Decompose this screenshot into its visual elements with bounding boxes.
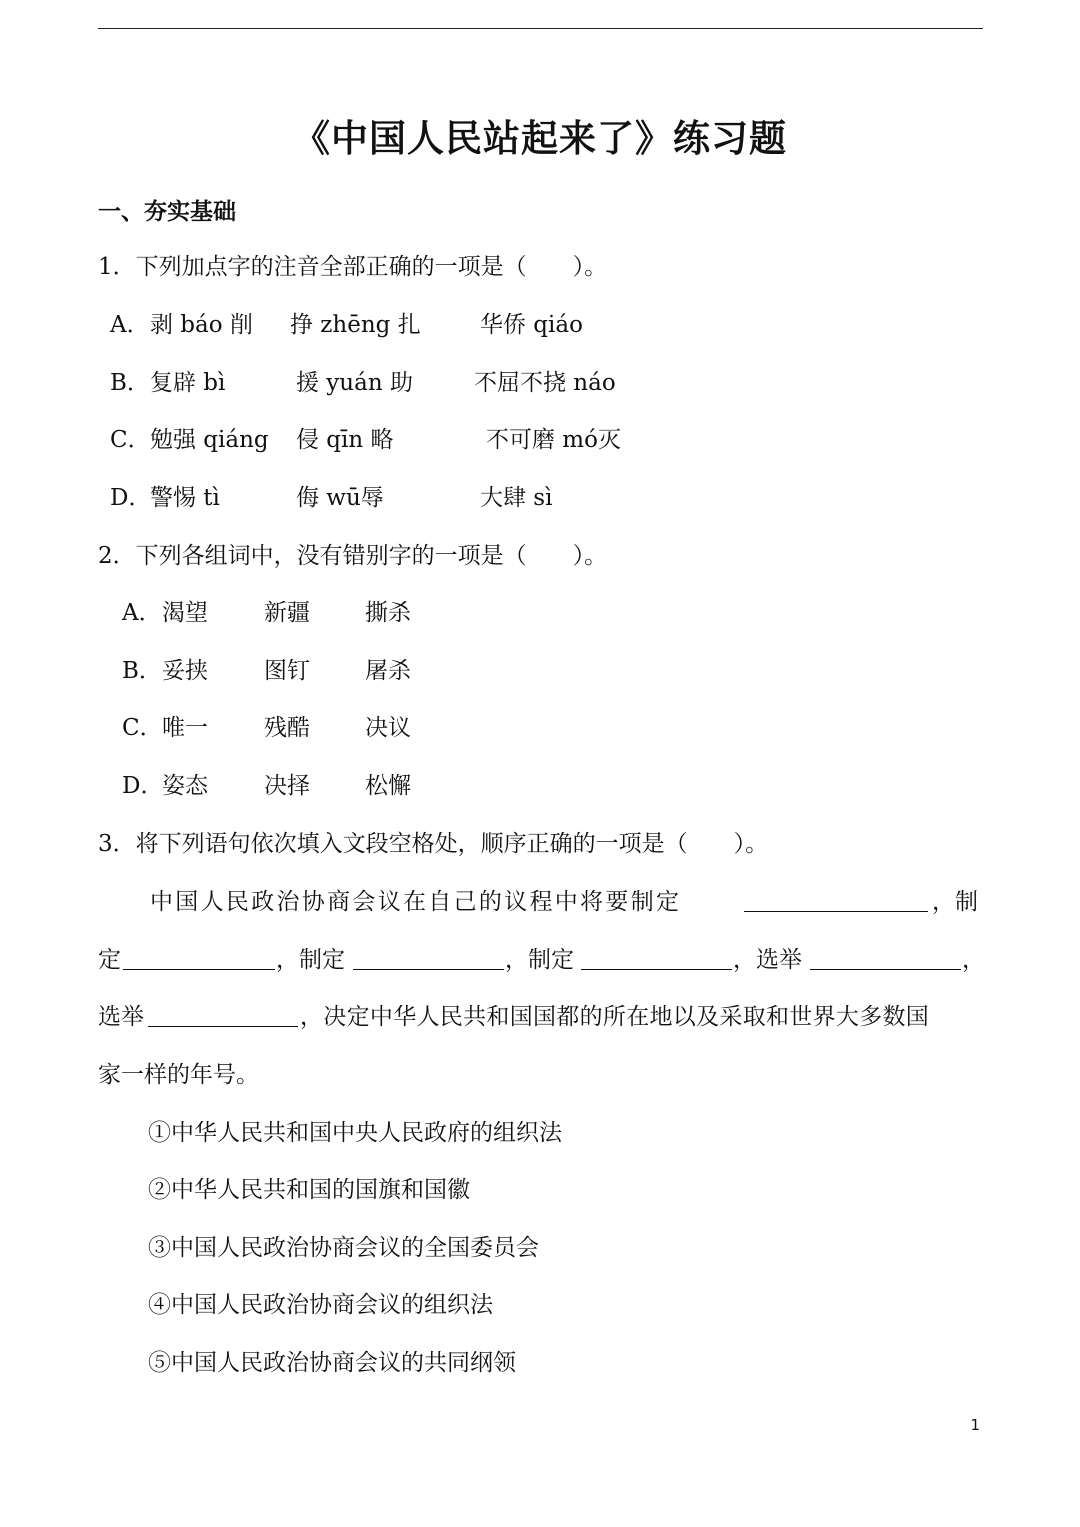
option-label: C． — [122, 715, 163, 741]
option-item: 决议 — [365, 715, 411, 741]
option-label: A． — [110, 312, 150, 338]
passage-text: ，选举 — [733, 947, 802, 973]
option-item: 图钉 — [264, 658, 310, 684]
choice-item-1: ①中华人民共和国中央人民政府的组织法 — [148, 1120, 562, 1146]
option-item: 侮 wū辱 — [296, 485, 384, 511]
passage-line-1-text: 中国人民政治协商会议在自己的议程中将要制定 — [150, 889, 682, 915]
option-item: 剥 báo 削 — [150, 312, 253, 338]
option-item: 残酷 — [264, 715, 310, 741]
option-item: 屠杀 — [365, 658, 411, 684]
option-item: 勉强 qiáng — [150, 427, 269, 453]
passage-text: ，制定 — [505, 947, 574, 973]
option-label: B． — [110, 370, 150, 396]
option-item: 大肆 sì — [480, 485, 553, 511]
document-title: 《中国人民站起来了》练习题 — [293, 117, 787, 160]
blank-3[interactable] — [353, 945, 504, 970]
choice-item-2: ②中华人民共和国的国旗和国徽 — [148, 1177, 470, 1203]
option-item: 松懈 — [365, 773, 411, 799]
option-item: 复辟 bì — [150, 370, 226, 396]
choice-item-3: ③中国人民政治协商会议的全国委员会 — [148, 1235, 539, 1261]
question-2-stem: 2．下列各组词中，没有错别字的一项是（ ）。 — [98, 543, 608, 569]
option-item: 姿态 — [162, 773, 208, 799]
option-item: 警惕 tì — [150, 485, 220, 511]
blank-4[interactable] — [581, 945, 732, 970]
option-label: A． — [122, 600, 162, 626]
choice-item-4: ④中国人民政治协商会议的组织法 — [148, 1292, 493, 1318]
passage-line-3-text: ，决定中华人民共和国国都的所在地以及采取和世界大多数国 — [300, 1004, 930, 1030]
option-item: 渴望 — [162, 600, 208, 626]
option-item: 唯一 — [162, 715, 208, 741]
option-item: 新疆 — [264, 600, 310, 626]
option-item: 侵 qīn 略 — [296, 427, 394, 453]
option-label: B． — [122, 658, 162, 684]
option-item: 援 yuán 助 — [296, 370, 413, 396]
passage-text: ，制定 — [276, 947, 345, 973]
passage-line-3-start: 选举 — [98, 1004, 144, 1030]
page-number: 1 — [970, 1416, 980, 1434]
option-item: 撕杀 — [365, 600, 411, 626]
passage-line-1-end: ，制 — [932, 889, 978, 915]
option-item: 不屈不挠 náo — [474, 370, 616, 396]
option-item: 不可磨 mó灭 — [486, 427, 621, 453]
option-item: 挣 zhēng 扎 — [290, 312, 421, 338]
passage-text: ， — [962, 947, 985, 973]
option-item: 决择 — [264, 773, 310, 799]
question-1-stem: 1．下列加点字的注音全部正确的一项是（ ）。 — [98, 254, 608, 280]
passage-line-4: 家一样的年号。 — [98, 1062, 259, 1088]
option-label: C． — [110, 427, 151, 453]
choice-item-5: ⑤中国人民政治协商会议的共同纲领 — [148, 1350, 516, 1376]
section-heading: 一、夯实基础 — [98, 199, 236, 225]
blank-1[interactable] — [744, 887, 928, 912]
header-rule — [98, 28, 983, 29]
option-item: 华侨 qiáo — [480, 312, 583, 338]
option-label: D． — [110, 485, 152, 511]
blank-5[interactable] — [810, 945, 961, 970]
option-label: D． — [122, 773, 164, 799]
question-3-stem: 3．将下列语句依次填入文段空格处，顺序正确的一项是（ ）。 — [98, 831, 769, 857]
blank-2[interactable] — [123, 945, 275, 970]
passage-line-2-start: 定 — [98, 947, 121, 973]
blank-6[interactable] — [148, 1002, 298, 1027]
option-item: 妥挟 — [162, 658, 208, 684]
